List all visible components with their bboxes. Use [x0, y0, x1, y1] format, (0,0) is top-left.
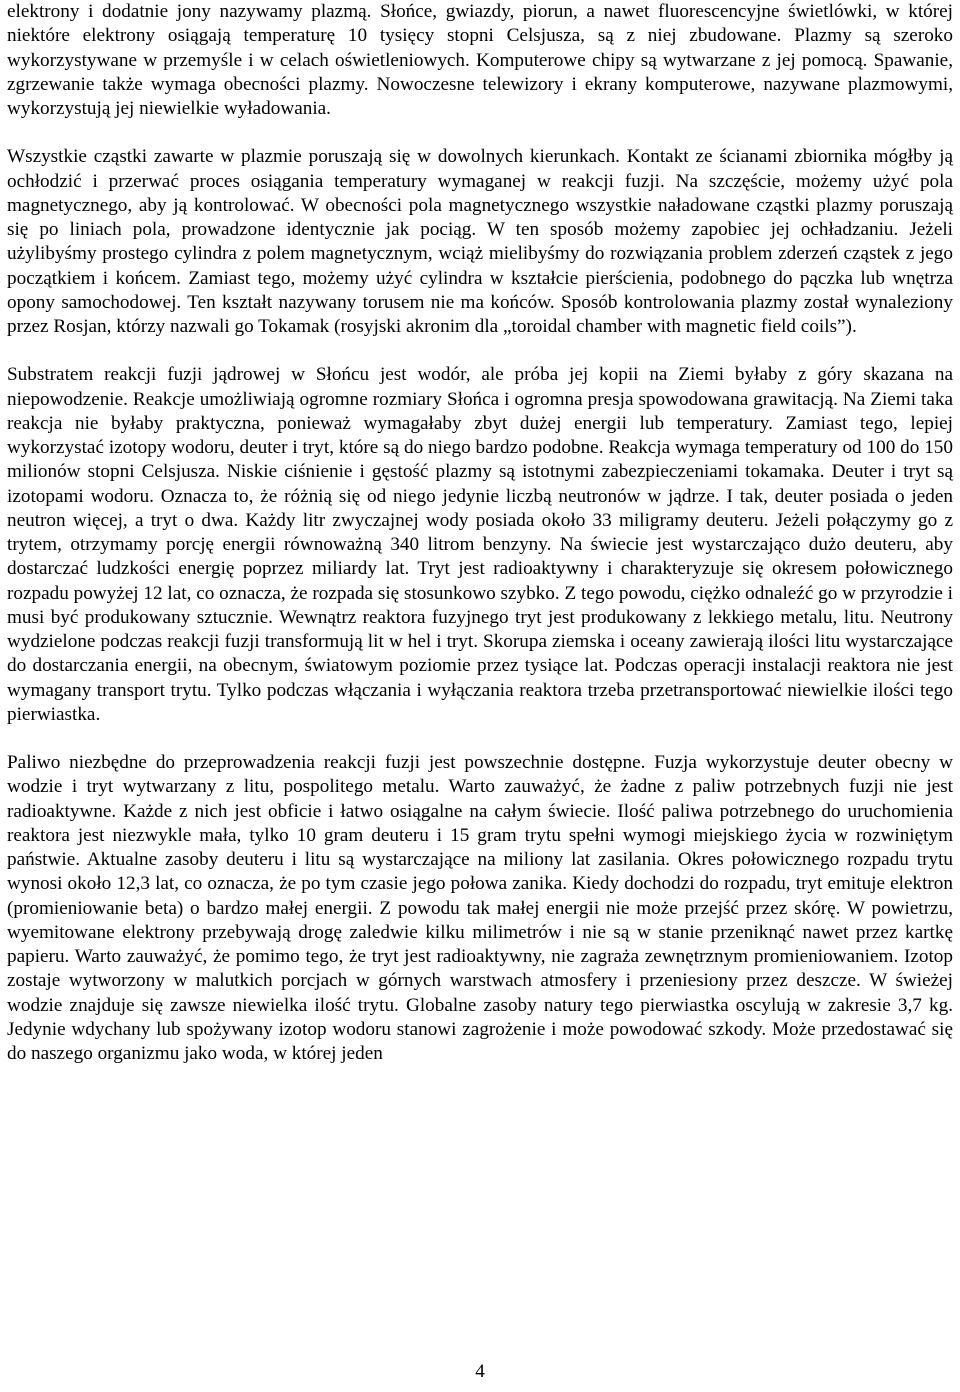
- document-page: [7, 0, 953, 1066]
- page-number: 4: [475, 1361, 485, 1382]
- paragraph-plasma-intro: elektrony i dodatnie jony nazywamy plazmą. Słońce, gwiazdy, piorun, a nawet fluorescencyjne świetlówki, w której niektóre elektrony osiągają temperaturę 10 tysięcy stopni Celsjusza, są z niej zbudowane. Plazmy są szeroko wykorzystywane w przemyśle i w celach oświetleniowych. Komputerowe chipy są wytwarzane z jej pomocą. Spawanie, zgrzewanie także wymaga obecności plazmy. Nowoczesne telewizory i ekrany komputerowe, nazywane plazmowymi, wykorzystują jej niewielkie wyładowania.: [7, 1, 953, 119]
- paragraph-tokamak: Wszystkie cząstki zawarte w plazmie poruszają się w dowolnych kierunkach. Kontakt ze ścianami zbiornika mógłby ją ochłodzić i przerwać proces osiągania temperatury wymaganej w reakcji fuzji. Na szczęście, możemy użyć pola magnetycznego, aby ją kontrolować. W obecności pola magnetycznego wszystkie naładowane cząstki plazmy poruszają się po liniach pola, prowadzone identycznie jak pociąg. W ten sposób możemy zapobiec jej ochładzaniu. Jeżeli użylibyśmy prostego cylindra z polem magnetycznym, wciąż mielibyśmy do rozwiązania problem zderzeń cząstek z jego początkiem i końcem. Zamiast tego, możemy użyć cylindra w kształcie pierścienia, podobnego do pączka lub wnętrza opony samochodowej. Ten kształt nazywany torusem nie ma końców. Sposób kontrolowania plazmy został wynaleziony przez Rosjan, którzy nazwali go Tokamak (rosyjski akronim dla „toroidal chamber with magnetic field coils”).: [7, 146, 953, 337]
- paragraph-fusion-substrate: Substratem reakcji fuzji jądrowej w Słońcu jest wodór, ale próba jej kopii na Ziemi byłaby z góry skazana na niepowodzenie. Reakcje umożliwiają ogromne rozmiary Słońca i ogromna presja spowodowana grawitacją. Na Ziemi taka reakcja nie byłaby praktyczna, ponieważ wymagałaby zbyt dużej energii lub temperatury. Zamiast tego, lepiej wykorzystać izotopy wodoru, deuter i tryt, które są do niego bardzo podobne. Reakcja wymaga temperatury od 100 do 150 milionów stopni Celsjusza. Niskie ciśnienie i gęstość plazmy są istotnymi zabezpieczeniami tokamaka. Deuter i tryt są izotopami wodoru. Oznacza to, że różnią się od niego jedynie liczbą neutronów w jądrze. I tak, deuter posiada o jeden neutron więcej, a tryt o dwa. Każdy litr zwyczajnej wody posiada około 33 miligramy deuteru. Jeżeli połączymy go z trytem, otrzymamy porcję energii równoważną 340 litrom benzyny. Na świecie jest wystarczająco dużo deuteru, aby dostarczać ludzkości energię poprzez miliardy lat. Tryt jest radioaktywny i charakteryzuje się okresem połowicznego rozpadu powyżej 12 lat, co oznacza, że rozpada się stosunkowo szybko. Z tego powodu, ciężko odnaleźć go w przyrodzie i musi być produkowany sztucznie. Wewnątrz reaktora fuzyjnego tryt jest produkowany z lekkiego metalu, litu. Neutrony wydzielone podczas reakcji fuzji transformują lit w hel i tryt. Skorupa ziemska i oceany zawierają ilości litu wystarczające do dostarczania energii, na obecnym, światowym poziomie przez tysiące lat. Podczas operacji instalacji reaktora nie jest wymagany transport trytu. Tylko podczas włączania i wyłączania reaktora trzeba przetransportować niewielkie ilości tego pierwiastka.: [7, 364, 953, 725]
- paragraph-fuel: Paliwo niezbędne do przeprowadzenia reakcji fuzji jest powszechnie dostępne. Fuzja wykorzystuje deuter obecny w wodzie i tryt wytwarzany z litu, pospolitego metalu. Warto zauważyć, że żadne z paliw potrzebnych fuzji nie jest radioaktywne. Każde z nich jest obficie i łatwo osiągalne na całym świecie. Ilość paliwa potrzebnego do uruchomienia reaktora jest niezwykle mała, tylko 10 gram deuteru i 15 gram trytu spełni wymogi miejskiego życia w rozwiniętym państwie. Aktualne zasoby deuteru i litu są wystarczające na miliony lat zasilania. Okres połowicznego rozpadu trytu wynosi około 12,3 lat, co oznacza, że po tym czasie jego połowa zanika. Kiedy dochodzi do rozpadu, tryt emituje elektron (promieniowanie beta) o bardzo małej energii. Z powodu tak małej energii nie może przejść przez skórę. W powietrzu, wyemitowane elektrony przebywają drogę zaledwie kilku milimetrów i nie są w stanie przeniknąć nawet przez kartkę papieru. Warto zauważyć, że pomimo tego, że tryt jest radioaktywny, nie zagraża zewnętrznym promieniowaniem. Izotop zostaje wytworzony w malutkich porcjach w górnych warstwach atmosfery i przeniesiony przez deszcze. W świeżej wodzie znajduje się zawsze niewielka ilość trytu. Globalne zasoby natury tego pierwiastka oscylują w zakresie 3,7 kg. Jedynie wdychany lub spożywany izotop wodoru stanowi zagrożenie i może powodować szkody. Może przedostawać się do naszego organizmu jako woda, w której jeden: [7, 752, 953, 1064]
